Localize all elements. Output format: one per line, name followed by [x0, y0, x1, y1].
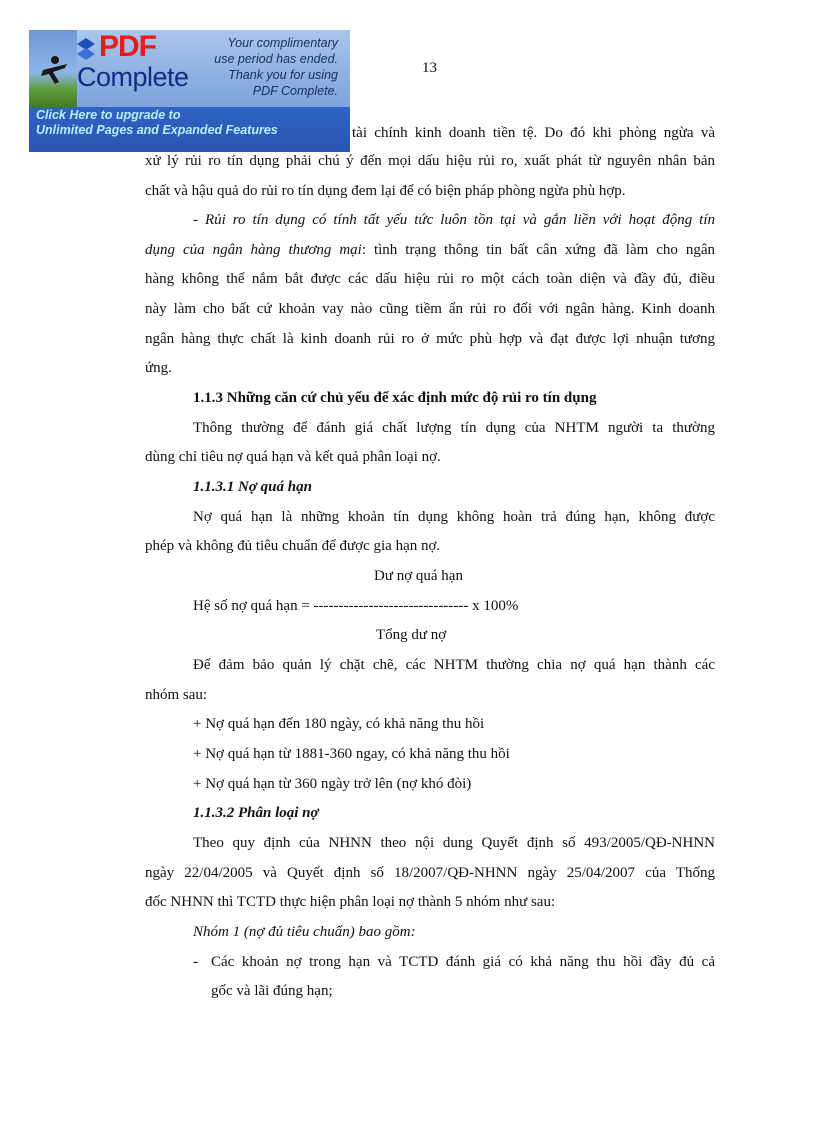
page-number: 13 [422, 60, 437, 76]
body-line: Theo quy định của NHNN theo nội dung Quyết định số 493/2005/QĐ-NHNN [193, 835, 715, 851]
body-line: Để đảm bảo quản lý chặt chẽ, các NHTM thường chia nợ quá hạn thành các [193, 657, 715, 673]
body-line: ứng. [145, 360, 172, 376]
body-line: - Rủi ro tín dụng có tính tất yếu tức luôn tồn tại và gắn liền với hoạt động tín [193, 212, 715, 228]
body-line: đốc NHNN thì TCTD thực hiện phân loại nợ thành 5 nhóm như sau: [145, 894, 556, 910]
logo-diamond-icon [77, 38, 95, 60]
body-line: chất và hậu quả do rủi ro tín dụng đem lại để có biện pháp phòng ngừa phù hợp. [145, 183, 626, 199]
formula-numerator: Dư nợ quá hạn [374, 568, 463, 584]
subsection-heading: 1.1.3.1 Nợ quá hạn [193, 479, 312, 495]
logo-complete-text: Complete [77, 62, 189, 92]
skydiver-icon [29, 30, 77, 107]
list-item: + Nợ quá hạn đến 180 ngày, có khả năng thu hồi [193, 716, 485, 732]
body-line: ngày 22/04/2005 và Quyết định số 18/2007/QĐ-NHNN ngày 25/04/2007 của Thống [145, 865, 715, 881]
body-line: ngân hàng thực chất là kinh doanh rủi ro ở mức phù hợp và đạt được lợi nhuận tương [145, 331, 715, 347]
bullet-dash: - [193, 954, 198, 970]
body-line: Thông thường để đánh giá chất lượng tín dụng của NHTM người ta thường [193, 420, 715, 436]
body-line: hàng không thể nắm bắt được các dấu hiệu rủi ro một cách toàn diện và đầy đủ, điều [145, 271, 715, 287]
banner-message-line: PDF Complete. [252, 84, 338, 98]
banner-message-line: Your complimentary [227, 36, 338, 50]
formula-line: Hệ số nợ quá hạn = ------------------------------- x 100% [193, 598, 519, 614]
body-line: này làm cho bất cứ khoản vay nào cũng tiềm ẩn rủi ro đối với ngân hàng. Kinh doanh [145, 301, 715, 317]
list-item: gốc và lãi đúng hạn; [211, 983, 333, 999]
list-item: Các khoản nợ trong hạn và TCTD đánh giá có khả năng thu hồi đầy đủ cả [211, 954, 715, 970]
subsection-heading: 1.1.3.2 Phân loại nợ [193, 805, 319, 821]
body-text: : tình trạng thông tin bất cân xứng đã làm cho ngân [361, 242, 716, 258]
italic-phrase: dụng của ngân hàng thương mại [145, 242, 362, 258]
banner-message-line: use period has ended. [214, 52, 338, 66]
banner-message [188, 35, 338, 99]
body-line: tài chính kinh doanh tiền tệ. Do đó khi phòng ngừa và [352, 125, 715, 141]
group-heading: Nhóm 1 (nợ đủ tiêu chuẩn) bao gồm: [193, 924, 416, 940]
upgrade-link-line[interactable]: Click Here to upgrade to [36, 108, 181, 122]
body-line [145, 240, 715, 260]
upgrade-link[interactable] [36, 108, 278, 138]
body-line: dùng chỉ tiêu nợ quá hạn và kết quả phân loại nợ. [145, 449, 441, 465]
formula-denominator: Tổng dư nợ [376, 627, 447, 643]
banner-skydiver-photo [29, 30, 77, 107]
list-item: + Nợ quá hạn từ 360 ngày trở lên (nợ khó đòi) [193, 776, 472, 792]
body-line: Nợ quá hạn là những khoản tín dụng không hoàn trả đúng hạn, không được [193, 509, 715, 525]
body-line: phép và không đủ tiêu chuẩn để được gia hạn nợ. [145, 538, 441, 554]
banner-header [29, 30, 350, 107]
upgrade-link-bar[interactable] [29, 107, 350, 152]
upgrade-link-line[interactable]: Unlimited Pages and Expanded Features [36, 123, 278, 137]
section-heading: 1.1.3 Những căn cứ chủ yếu để xác định mức độ rủi ro tín dụng [193, 390, 597, 406]
body-line: xử lý rủi ro tín dụng phải chú ý đến mọi dấu hiệu rủi ro, xuất phát từ nguyên nhân bản [145, 153, 715, 169]
logo-pdf-text: PDF [99, 30, 156, 63]
body-line: nhóm sau: [145, 687, 208, 703]
banner-message-line: Thank you for using [228, 68, 338, 82]
upgrade-banner[interactable] [29, 30, 350, 152]
list-item: + Nợ quá hạn từ 1881-360 ngay, có khả năng thu hồi [193, 746, 510, 762]
